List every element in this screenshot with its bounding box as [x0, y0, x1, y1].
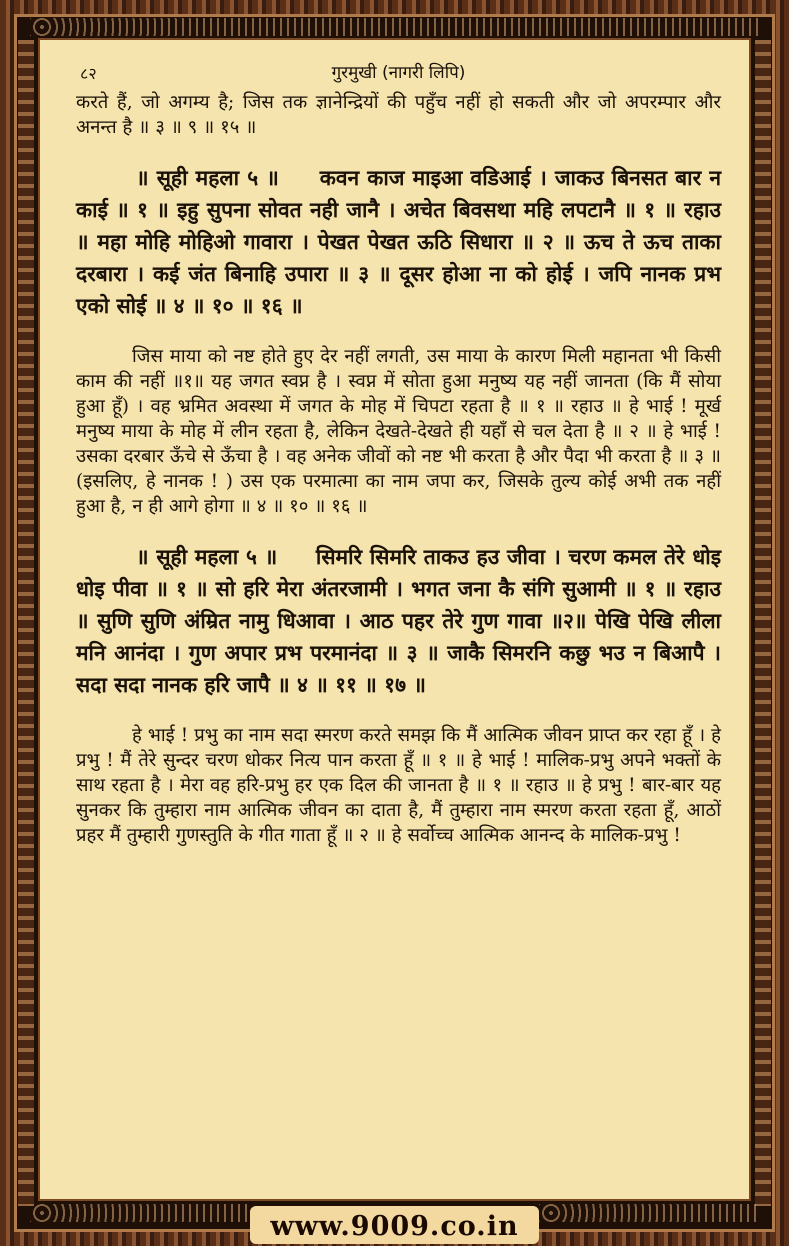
page-header — [76, 54, 721, 84]
prose-paragraph-1: करते हैं, जो अगम्य है; जिस तक ज्ञानेन्द्रियों की पहुँच नहीं हो सकती और जो अपरम्पार और अनन्त है ॥ ३ ॥ ९ ॥ १५ ॥ — [76, 92, 721, 138]
footer-website-url: www.9009.co.in — [270, 1211, 519, 1242]
prose-paragraph-3: हे भाई ! प्रभु का नाम सदा स्मरण करते समझ कि मैं आत्मिक जीवन प्राप्त कर रहा हूँ । हे प्रभु ! मैं तेरे सुन्दर चरण धोकर नित्य पान करता हूँ ॥ १ ॥ हे भाई ! मालिक-प्रभु अपने भक्तों के साथ रहता है । मेरा वह हरि-प्रभु हर एक दिल की जानता है ॥ १ ॥ रहाउ ॥ हे प्रभु ! बार-बार यह सुनकर कि तुम्हारा नाम आत्मिक जीवन का दाता है, मैं तुम्हारा नाम स्मरण करता रहता हूँ, आठों प्रहर मैं तुम्हारी गुणस्तुति के गीत गाता हूँ ॥ २ ॥ हे सर्वोच्च आत्मिक आनन्द के मालिक-प्रभु ! — [76, 725, 721, 846]
verse-block-2 — [76, 541, 721, 701]
verse-heading-2: ॥ सूही महला ५ ॥ — [136, 545, 278, 569]
verse-block-1 — [76, 162, 721, 322]
book-page — [38, 38, 751, 1201]
page-number: ८२ — [80, 64, 97, 83]
frame-right-ornament — [755, 40, 771, 1206]
verse-heading-1: ॥ सूही महला ५ ॥ — [136, 166, 279, 190]
page-title: गुरमुखी (नागरी लिपि) — [331, 63, 466, 83]
verse-text-1: कवन काज माइआ वडिआई । जाकउ बिनसत बार न काई ॥ १ ॥ इहु सुपना सोवत नही जानै । अचेत बिवसथा महि लपटानै ॥ १ ॥ रहाउ ॥ महा मोहि मोहिओ गावारा । पेखत पेखत ऊठि सिधारा ॥ २ ॥ ऊच ते ऊच ताका दरबारा । कई जंत बिनाहि उपारा ॥ ३ ॥ दूसर होआ ना को होई । जपि नानक प्रभ एको सोई ॥ ४ ॥ १० ॥ १६ ॥ — [76, 166, 721, 318]
frame-left-ornament — [18, 40, 34, 1206]
frame-top-ornament — [30, 18, 759, 36]
prose-paragraph-2: जिस माया को नष्ट होते हुए देर नहीं लगती, उस माया के कारण मिली महानता भी किसी काम की नहीं ॥१॥ यह जगत स्वप्न है । स्वप्न में सोता हुआ मनुष्य यह नहीं जानता (कि मैं सोया हुआ हूँ) । वह भ्रमित अवस्था में जगत के मोह में चिपटा रहता है ॥ १ ॥ रहाउ ॥ हे भाई ! मूर्ख मनुष्य माया के मोह में लीन रहता है, लेकिन देखते-देखते ही यहाँ से चल देता है ॥ २ ॥ हे भाई ! उसका दरबार ऊँचे से ऊँचा है । वह अनेक जीवों को नष्ट भी करता है और पैदा भी करता है ॥ ३ ॥ (इसलिए, हे नानक ! ) उस एक परमात्मा का नाम जपा कर, जिसके तुल्य कोई अभी तक नहीं हुआ है, न ही आगे होगा ॥ ४ ॥ १० ॥ १६ ॥ — [76, 346, 721, 517]
verse-text-2: सिमरि सिमरि ताकउ हउ जीवा । चरण कमल तेरे धोइ धोइ पीवा ॥ १ ॥ सो हरि मेरा अंतरजामी । भगत जना कै संगि सुआमी ॥ १ ॥ रहाउ ॥ सुणि सुणि अंम्रित नामु धिआवा । आठ पहर तेरे गुण गावा ॥२॥ पेखि पेखि लीला मनि आनंदा । गुण अपार प्रभ परमानंदा ॥ ३ ॥ जाकै सिमरनि कछु भउ न बिआपै । सदा सदा नानक हरि जापै ॥ ४ ॥ ११ ॥ १७ ॥ — [76, 545, 722, 697]
